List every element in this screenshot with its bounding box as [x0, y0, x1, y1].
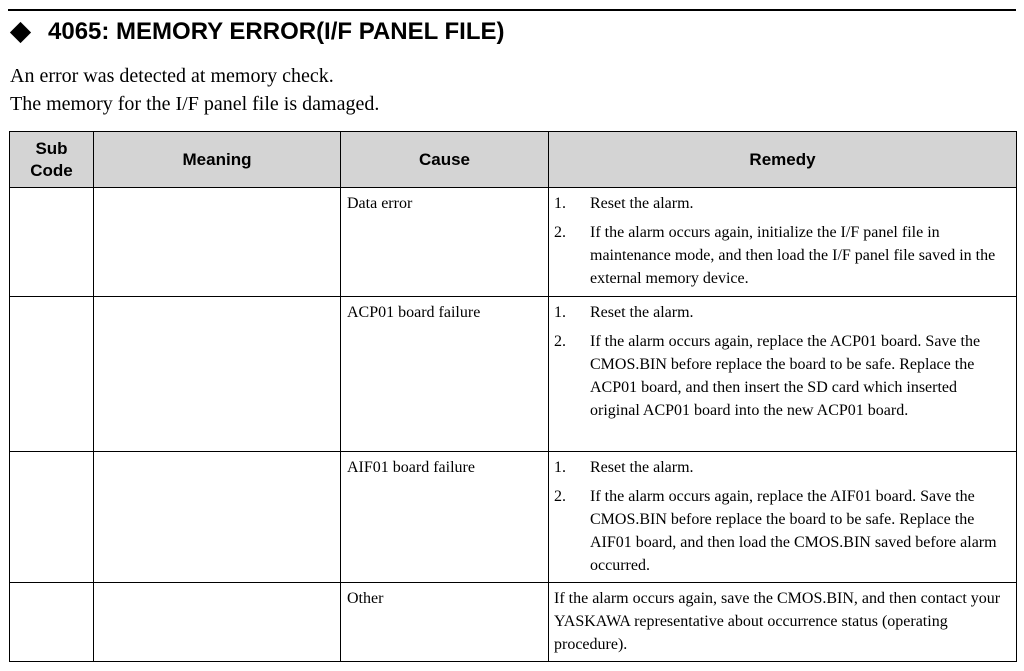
heading-text: 4065: MEMORY ERROR(I/F PANEL FILE) [48, 18, 505, 45]
remedy-step [554, 192, 1010, 215]
intro-line-1: An error was detected at memory check. [10, 65, 334, 87]
remedy-step [554, 456, 1010, 479]
remedy-step [554, 301, 1010, 324]
step-text: If the alarm occurs again, replace the ACP01 board. Save the CMOS.BIN before replace the board to be safe. Replace the ACP01 board, and then insert the SD card which inserted original ACP01 board into the new ACP01 board. [590, 333, 981, 419]
header-cause: Cause [341, 132, 549, 188]
table-row [10, 452, 1017, 583]
step-number: 1. [554, 195, 566, 212]
cell-cause: ACP01 board failure [341, 297, 549, 452]
cell-meaning [94, 188, 341, 297]
cell-cause: AIF01 board failure [341, 452, 549, 583]
intro-text [10, 62, 379, 118]
remedy-steps [554, 456, 1010, 577]
cell-meaning [94, 297, 341, 452]
step-text: Reset the alarm. [590, 459, 694, 476]
cell-sub-code [10, 452, 94, 583]
step-number: 1. [554, 459, 566, 476]
error-table [9, 131, 1017, 662]
step-text: Reset the alarm. [590, 304, 694, 321]
cell-remedy [549, 188, 1017, 297]
cell-meaning [94, 583, 341, 662]
table-row [10, 297, 1017, 452]
remedy-step [554, 485, 1010, 577]
remedy-step [554, 330, 1010, 422]
cell-sub-code [10, 583, 94, 662]
cell-cause: Data error [341, 188, 549, 297]
cell-remedy [549, 583, 1017, 662]
cell-remedy [549, 452, 1017, 583]
header-sub-code-label: Sub Code [30, 138, 73, 180]
step-text: If the alarm occurs again, initialize the I/F panel file in maintenance mode, and then load the I/F panel file saved in the external memory device. [590, 224, 996, 287]
cell-cause: Other [341, 583, 549, 662]
step-number: 1. [554, 304, 566, 321]
remedy-step [554, 221, 1010, 290]
section-heading [10, 16, 505, 48]
table-row [10, 583, 1017, 662]
step-text: Reset the alarm. [590, 195, 694, 212]
cell-sub-code [10, 297, 94, 452]
step-number: 2. [554, 488, 566, 505]
cell-remedy [549, 297, 1017, 452]
remedy-text: If the alarm occurs again, save the CMOS.BIN, and then contact your YASKAWA representative about occurrence status (operating procedure). [554, 590, 1001, 653]
cell-sub-code [10, 188, 94, 297]
remedy-steps [554, 192, 1010, 290]
step-text: If the alarm occurs again, replace the AIF01 board. Save the CMOS.BIN before replace the board to be safe. Replace the AIF01 board, and then load the CMOS.BIN saved before alarm occurred. [590, 488, 997, 574]
intro-line-2: The memory for the I/F panel file is damaged. [10, 93, 380, 115]
cell-meaning [94, 452, 341, 583]
header-sub-code [10, 132, 94, 188]
diamond-bullet-icon [10, 21, 31, 42]
top-rule [8, 9, 1016, 11]
header-remedy: Remedy [549, 132, 1017, 188]
step-number: 2. [554, 333, 566, 350]
step-number: 2. [554, 224, 566, 241]
table-header-row [10, 132, 1017, 188]
remedy-steps [554, 301, 1010, 422]
table-row [10, 188, 1017, 297]
header-meaning: Meaning [94, 132, 341, 188]
